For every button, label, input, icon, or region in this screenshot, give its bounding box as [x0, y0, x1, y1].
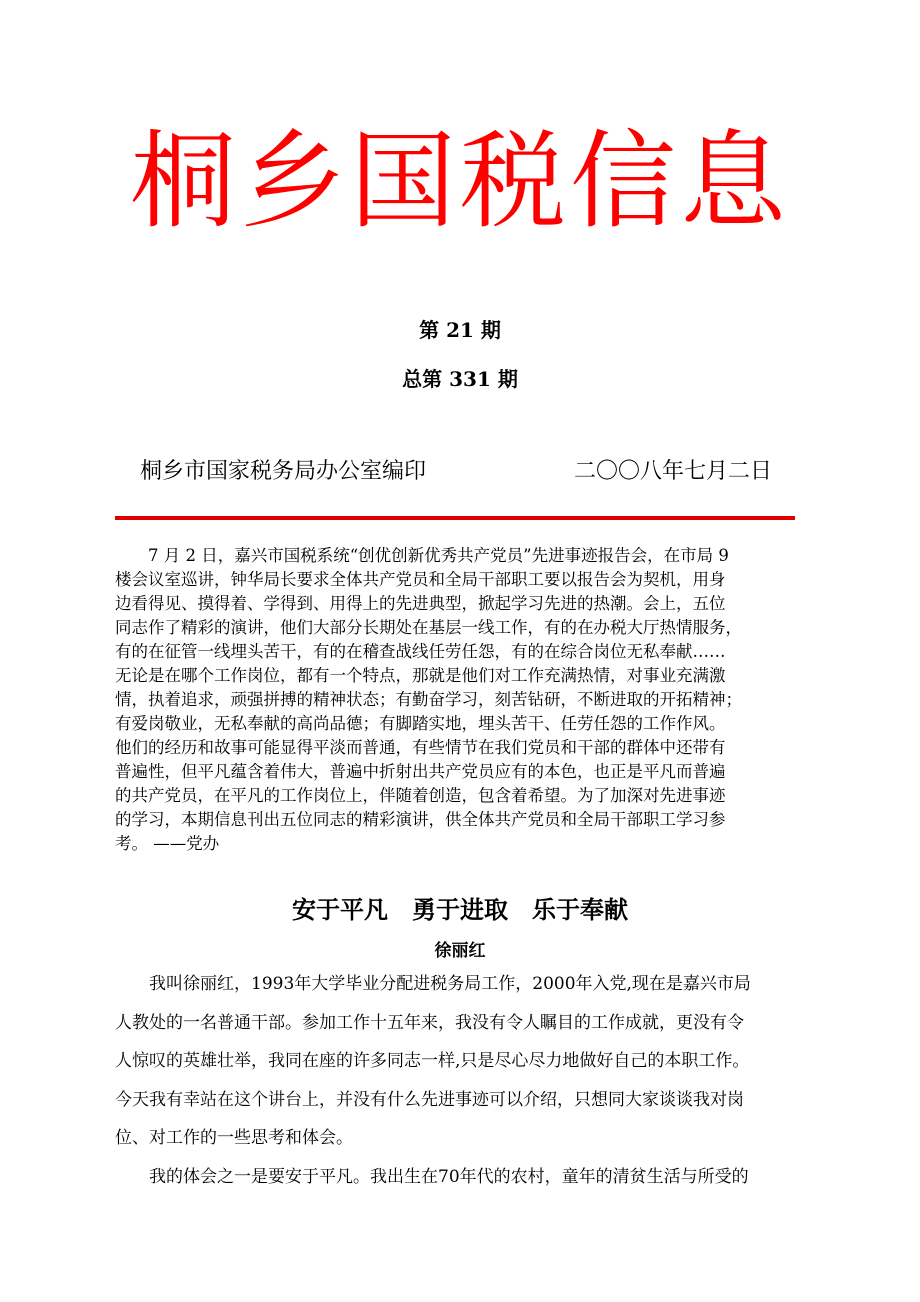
article-heading: 安于平凡 勇于进取 乐于奉献 — [292, 895, 628, 924]
body-line: 人教处的一名普通干部。参加工作十五年来，我没有令人瞩目的工作成就，更没有令 — [115, 1012, 744, 1033]
issue-number: 第 21 期 — [419, 318, 501, 342]
intro-line: 普遍性，但平凡蕴含着伟大，普遍中折射出共产党员应有的本色，也正是平凡而普遍 — [115, 762, 726, 781]
intro-line: 7 月 2 日，嘉兴市国税系统“创优创新优秀共产党员”先进事迹报告会，在市局 9 — [115, 546, 729, 565]
intro-line: 的共产党员，在平凡的工作岗位上，伴随着创造，包含着希望。为了加深对先进事迹 — [115, 786, 726, 805]
body-line: 位、对工作的一些思考和体会。 — [115, 1128, 353, 1148]
intro-line: 他们的经历和故事可能显得平淡而普通，有些情节在我们党员和干部的群体中还带有 — [115, 738, 726, 757]
intro-line: 有的在征管一线埋头苦干，有的在稽查战线任劳任怨，有的在综合岗位无私奉献…… — [115, 642, 726, 661]
intro-line: 边看得见、摸得着、学得到、用得上的先进典型，掀起学习先进的热潮。会上，五位 — [115, 594, 726, 613]
intro-line: 情，执着追求，顽强拼搏的精神状态；有勤奋学习，刻苦钻研，不断进取的开拓精神； — [115, 690, 742, 709]
intro-line: 楼会议室巡讲，钟华局长要求全体共产党员和全局干部职工要以报告会为契机，用身 — [115, 570, 726, 589]
intro-line: 的学习，本期信息刊出五位同志的精彩演讲，供全体共产党员和全局干部职工学习参 — [115, 810, 726, 829]
intro-line: 同志作了精彩的演讲，他们大部分长期处在基层一线工作，有的在办税大厅热情服务， — [115, 618, 742, 637]
body-line: 我叫徐丽红，1993年大学毕业分配进税务局工作，2000年入党,现在是嘉兴市局 — [115, 974, 751, 994]
red-divider — [115, 516, 795, 520]
article-author: 徐丽红 — [434, 941, 486, 961]
publisher: 桐乡市国家税务局办公室编印 — [140, 459, 427, 484]
intro-line: 有爱岗敬业，无私奉献的高尚品德；有脚踏实地，埋头苦干、任劳任怨的工作作风。 — [115, 714, 726, 733]
body-line: 我的体会之一是要安于平凡。我出生在70年代的农村，童年的清贫生活与所受的 — [115, 1166, 749, 1187]
body-line: 今天我有幸站在这个讲台上，并没有什么先进事迹可以介绍，只想同大家谈谈我对岗 — [115, 1089, 744, 1110]
body-line: 人惊叹的英雄壮举，我同在座的许多同志一样,只是尽心尽力地做好自己的本职工作。 — [115, 1051, 750, 1071]
intro-line: 无论是在哪个工作岗位，都有一个特点，那就是他们对工作充满热情，对事业充满激 — [115, 666, 726, 685]
total-issue-number: 总第 331 期 — [402, 367, 518, 391]
newsletter-title: 桐乡国税信息 — [130, 120, 790, 243]
intro-line: 考。 ——党办 — [115, 834, 220, 853]
publish-date: 二〇〇八年七月二日 — [574, 459, 773, 484]
